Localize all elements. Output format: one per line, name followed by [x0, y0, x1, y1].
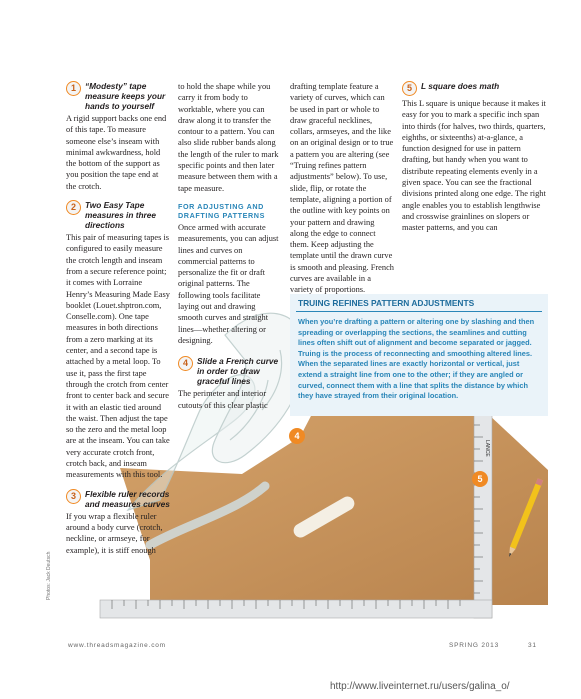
step-number-badge: 2 [66, 200, 81, 215]
step-heading: Flexible ruler records and measures curves [85, 488, 170, 509]
column-3 [290, 81, 394, 296]
paragraph: This L square is unique because it makes it easy for you to mark a specific inch span into thirds (for halves, two thirds, quarters, eighths, or sixteenths) at-a-glance, a function designed for use in pattern drafting, but handy when you want to distribute repeating elements evenly in a given space. You can see the fractional divisions printed along one edge. The right angle enables you to establish lengthwise and crosswise grainlines on slopers or master patterns, and you can [402, 99, 546, 233]
paragraph: to hold the shape while you carry it from body to worktable, where you can draw along it to transfer the contour to a pattern. You can also slide rubber bands along the length of the ruler to mark specific points and then later measure between them with a tape measure. [178, 82, 279, 193]
section-heading: FOR ADJUSTING AND DRAFTING PATTERNS [178, 201, 265, 221]
column-4 [402, 81, 548, 234]
paragraph: The perimeter and interior cutouts of this clear plastic [178, 389, 268, 410]
sidebar-rule [296, 311, 542, 312]
step-2-heading [66, 200, 170, 230]
step-5-heading [402, 81, 548, 96]
photo-badge-4-label: 4 [294, 431, 300, 441]
sidebar-title: TRUING REFINES PATTERN ADJUSTMENTS [298, 298, 475, 308]
step-number-badge: 5 [402, 81, 417, 96]
step-number-badge: 4 [178, 356, 193, 371]
step-heading: Slide a French curve in order to draw graceful lines [197, 356, 279, 387]
paragraph: If you wrap a flexible ruler around a body curve (crotch, neckline, or armseye, for example), it is stiff enough [66, 511, 163, 555]
step-3-heading [66, 489, 170, 509]
step-4-heading [178, 356, 282, 386]
step-heading: L square does math [421, 81, 500, 91]
l-square-horizontal [100, 600, 492, 618]
photo-credit: Photos: Jack Deutsch [46, 551, 52, 600]
ruler-brand: LANCE [484, 440, 490, 457]
footer-url: www.threadsmagazine.com [68, 642, 166, 649]
step-heading: “Modesty” tape measure keeps your hands to yourself [85, 81, 166, 111]
footer-page-number: 31 [528, 642, 537, 649]
sidebar-text: When you’re drafting a pattern or altering one by slashing and then spreading or overlapping the sections, the seamlines and cutting lines often shift out of alignment and become separated or jagged. Truing is the process of reconnecting and smoothing altered lines. When the separated lines are exactly horizontal or vertical, just extend a straight line from one to the other; if they are angled or curved, connect them with a line that splits the distance by which they have strayed from their original location. [298, 317, 535, 401]
paragraph: This pair of measuring tapes is configured to easily measure the crotch length and inseam from a secure reference point; it comes with Lorraine Henry’s Measuring Made Easy booklet (Louet.shptron.com, Conselle.com). One tape measures in both directions from a zero marking at its center, and a second tape is attached by a metal loop. To use it, pass the first tape through the crotch from center front to center back and secure it with an elastic tied around the waist. Then adjust the tape so the zero and the metal loop are at the inseam. You can take very accurate crotch front, crotch back, and inseam measurements with this tool. [66, 233, 170, 480]
truing-sidebar [290, 294, 548, 416]
paragraph: drafting template feature a variety of curves, which can be used in part or whole to draw graceful necklines, collars, armseyes, and the like on an original design or to true a pattern you are altering (see “Truing refines pattern adjustments” below). To use, slide, flip, or rotate the template, aligning a portion of the outline with key points on your pattern and drawing along the edge to connect them. Keep adjusting the template until the drawn curve is smooth and pleasing. French curves are available in a variety of proportions. [290, 82, 394, 295]
footer-issue: SPRING 2013 [449, 642, 499, 649]
step-1-heading [66, 81, 170, 111]
paragraph: A rigid support backs one end of this tape. To measure someone else’s inseam with minimal awkwardness, hold the bottom of the support as you position the tape end at the crotch. [66, 114, 167, 191]
step-number-badge: 3 [66, 489, 81, 504]
step-heading: Two Easy Tape measures in three directions [85, 200, 157, 231]
column-1 [66, 81, 170, 556]
watermark-url: http://www.liveinternet.ru/users/galina_o/ [330, 681, 510, 692]
column-2 [178, 81, 282, 411]
photo-badge-5-label: 5 [477, 474, 483, 484]
paragraph: Once armed with accurate measurements, you can adjust lines and curves on commercial patterns to personalize the fit or draft original patterns. The following tools facilitate laying out and drawing smooth curves and straight lines—whether altering or designing. [178, 222, 279, 345]
step-number-badge: 1 [66, 81, 81, 96]
